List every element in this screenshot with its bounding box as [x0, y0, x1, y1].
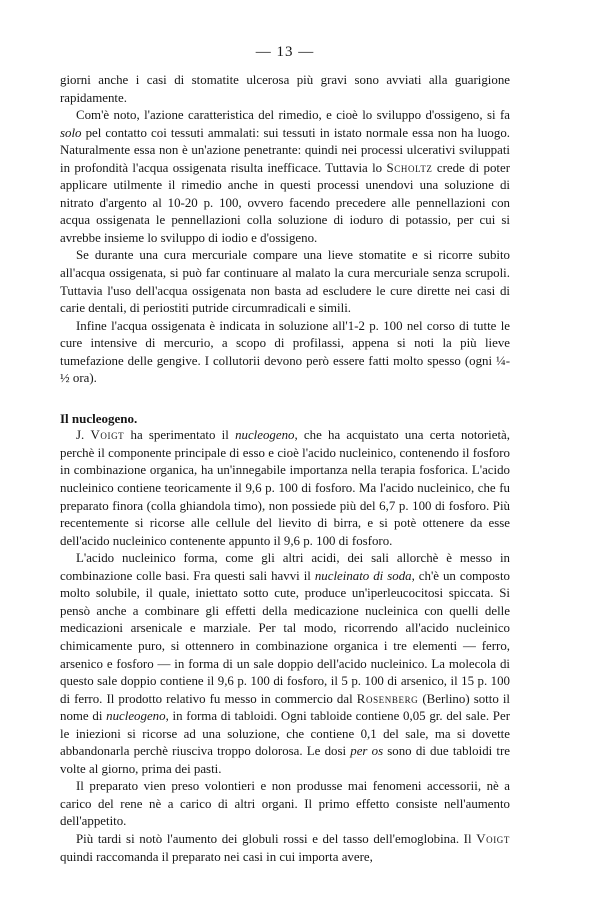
body-text — [60, 72, 510, 866]
paragraph-oxygen-action: Com'è noto, l'azione caratteristica del rimedio, e cioè lo sviluppo d'ossigeno, si fa solo pel contatto coi tessuti ammalati: sui tessuti in istato normale essa non ha luogo. Naturalmente essa non è un'azione penetrante: quindi nei processi ulcerativi sviluppati in profondità l'acqua ossigenata risulta inefficace. Tuttavia lo Scholtz crede di poter applicare utilmente il rimedio anche in questi processi unendovi una soluzione di nitrato d'argento al 10-20 p. 100, ovvero facendo precedere alle pennellazioni con acqua ossigenata le pennellazioni colla soluzione di ioduro di potassio, per cui si avrebbe insieme lo sviluppo di iodio e d'ossigeno. — [60, 108, 510, 245]
paragraph-continuation: giorni anche i casi di stomatite ulcerosa più gravi sono avviati alla guarigione rapidamente. — [60, 73, 510, 105]
paragraph-voigt-nucleogen: J. Voigt ha sperimentato il nucleogeno, che ha acquistato una certa notorietà, perchè il componente principale di esso e cioè l'acido nucleinico, contenendo il fosforo in combinazione organica, ha un'innegabile importanza nella terapia fosforica. L'acido nucleinico contiene teoricamente il 9,6 p. 100 di fosforo. Ma l'acido nucleinico, che fu preparato finora (colla ghiandola timo), non possiede più del 6,7 p. 100 di fosforo. Più recentemente si ricorse alle cellule del lievito di birra, e si potè ottenere da esse dell'acido nucleinico contenente appunto il 9,6 p. 100 di fosforo. — [60, 428, 510, 548]
italic-word: nucleinato di soda — [314, 568, 412, 583]
author-name: Voigt — [90, 428, 125, 443]
paragraph-nucleinic-acid-salts: L'acido nucleinico forma, come gli altri acidi, dei sali allorchè è messo in combinazione colle basi. Fra questi sali havvi il nucleinato di soda, ch'è un composto molto solubile, il quale, iniettato sotto cute, produce un'iperleucocitosi spiccata. Si pensò anche a combinare gli effetti della medicazione nucleinica con quelli delle medicazioni arsenicale e marziale. Per tal modo, ricorrendo all'acido nucleinico chimicamente puro, si ottennero in combinazione organica i tre elementi — ferro, arsenico e fosforo — in forma di un sale doppio dell'acido nucleinico. La molecola di questo sale doppio contiene il 9,6 p. 100 di fosforo, il 5 p. 100 di arsenico, il 15 p. 100 di ferro. Il prodotto relativo fu messo in commercio dal Rosenberg (Berlino) sotto il nome di nucleogeno, in forma di tabloidi. Ogni tabloide contiene 0,05 gr. del sale. Per le iniezioni si ricorse ad una soluzione, che contiene 0,1 del sale, ma si dovette abbandonarla perchè riusciva troppo dolorosa. Le dosi per os sono di due tabloidi tre volte al giorno, prima dei pasti. — [60, 551, 511, 776]
italic-word: solo — [60, 125, 82, 140]
italic-word: per os — [350, 744, 384, 759]
paragraph-tolerance: Il preparato vien preso volontieri e non produsse mai fenomeni accessorii, nè a carico del rene nè a carico di altri organi. Il primo effetto consiste nell'aumento dell'appetito. — [60, 779, 510, 829]
italic-word: nucleogeno — [235, 428, 295, 443]
author-name: Scholtz — [386, 160, 433, 175]
paragraph-prophylaxis: Infine l'acqua ossigenata è indicata in soluzione all'1-2 p. 100 nel corso di tutte le cure intensive di mercurio, a scopo di profilassi, appena si noti la più lieve tumefazione delle gengive. I collutorii devono però essere fatti molto spesso (ogni ¼-½ ora). — [60, 318, 510, 386]
paragraph-mercurial-cure: Se durante una cura mercuriale compare una lieve stomatite e si ricorre subito all'acqua ossigenata, si può far continuare al malato la cura mercuriale senza scrupoli. Tuttavia l'uso dell'acqua ossigenata non basta ad escludere le cure dirette nei casi di carie dentali, di periostiti putride circumradicali e simili. — [60, 248, 510, 316]
paragraph-globules: Più tardi si notò l'aumento dei globuli rossi e del tasso dell'emoglobina. Il Voigt quindi raccomanda il preparato nei casi in cui importa avere, — [60, 831, 510, 864]
section-heading: Il nucleogeno. — [60, 410, 138, 426]
page-number: — 13 — — [255, 44, 315, 60]
author-name: Voigt — [476, 831, 510, 846]
author-name: Rosenberg — [356, 691, 419, 706]
book-page — [60, 44, 510, 866]
italic-word: nucleogeno — [106, 709, 166, 724]
